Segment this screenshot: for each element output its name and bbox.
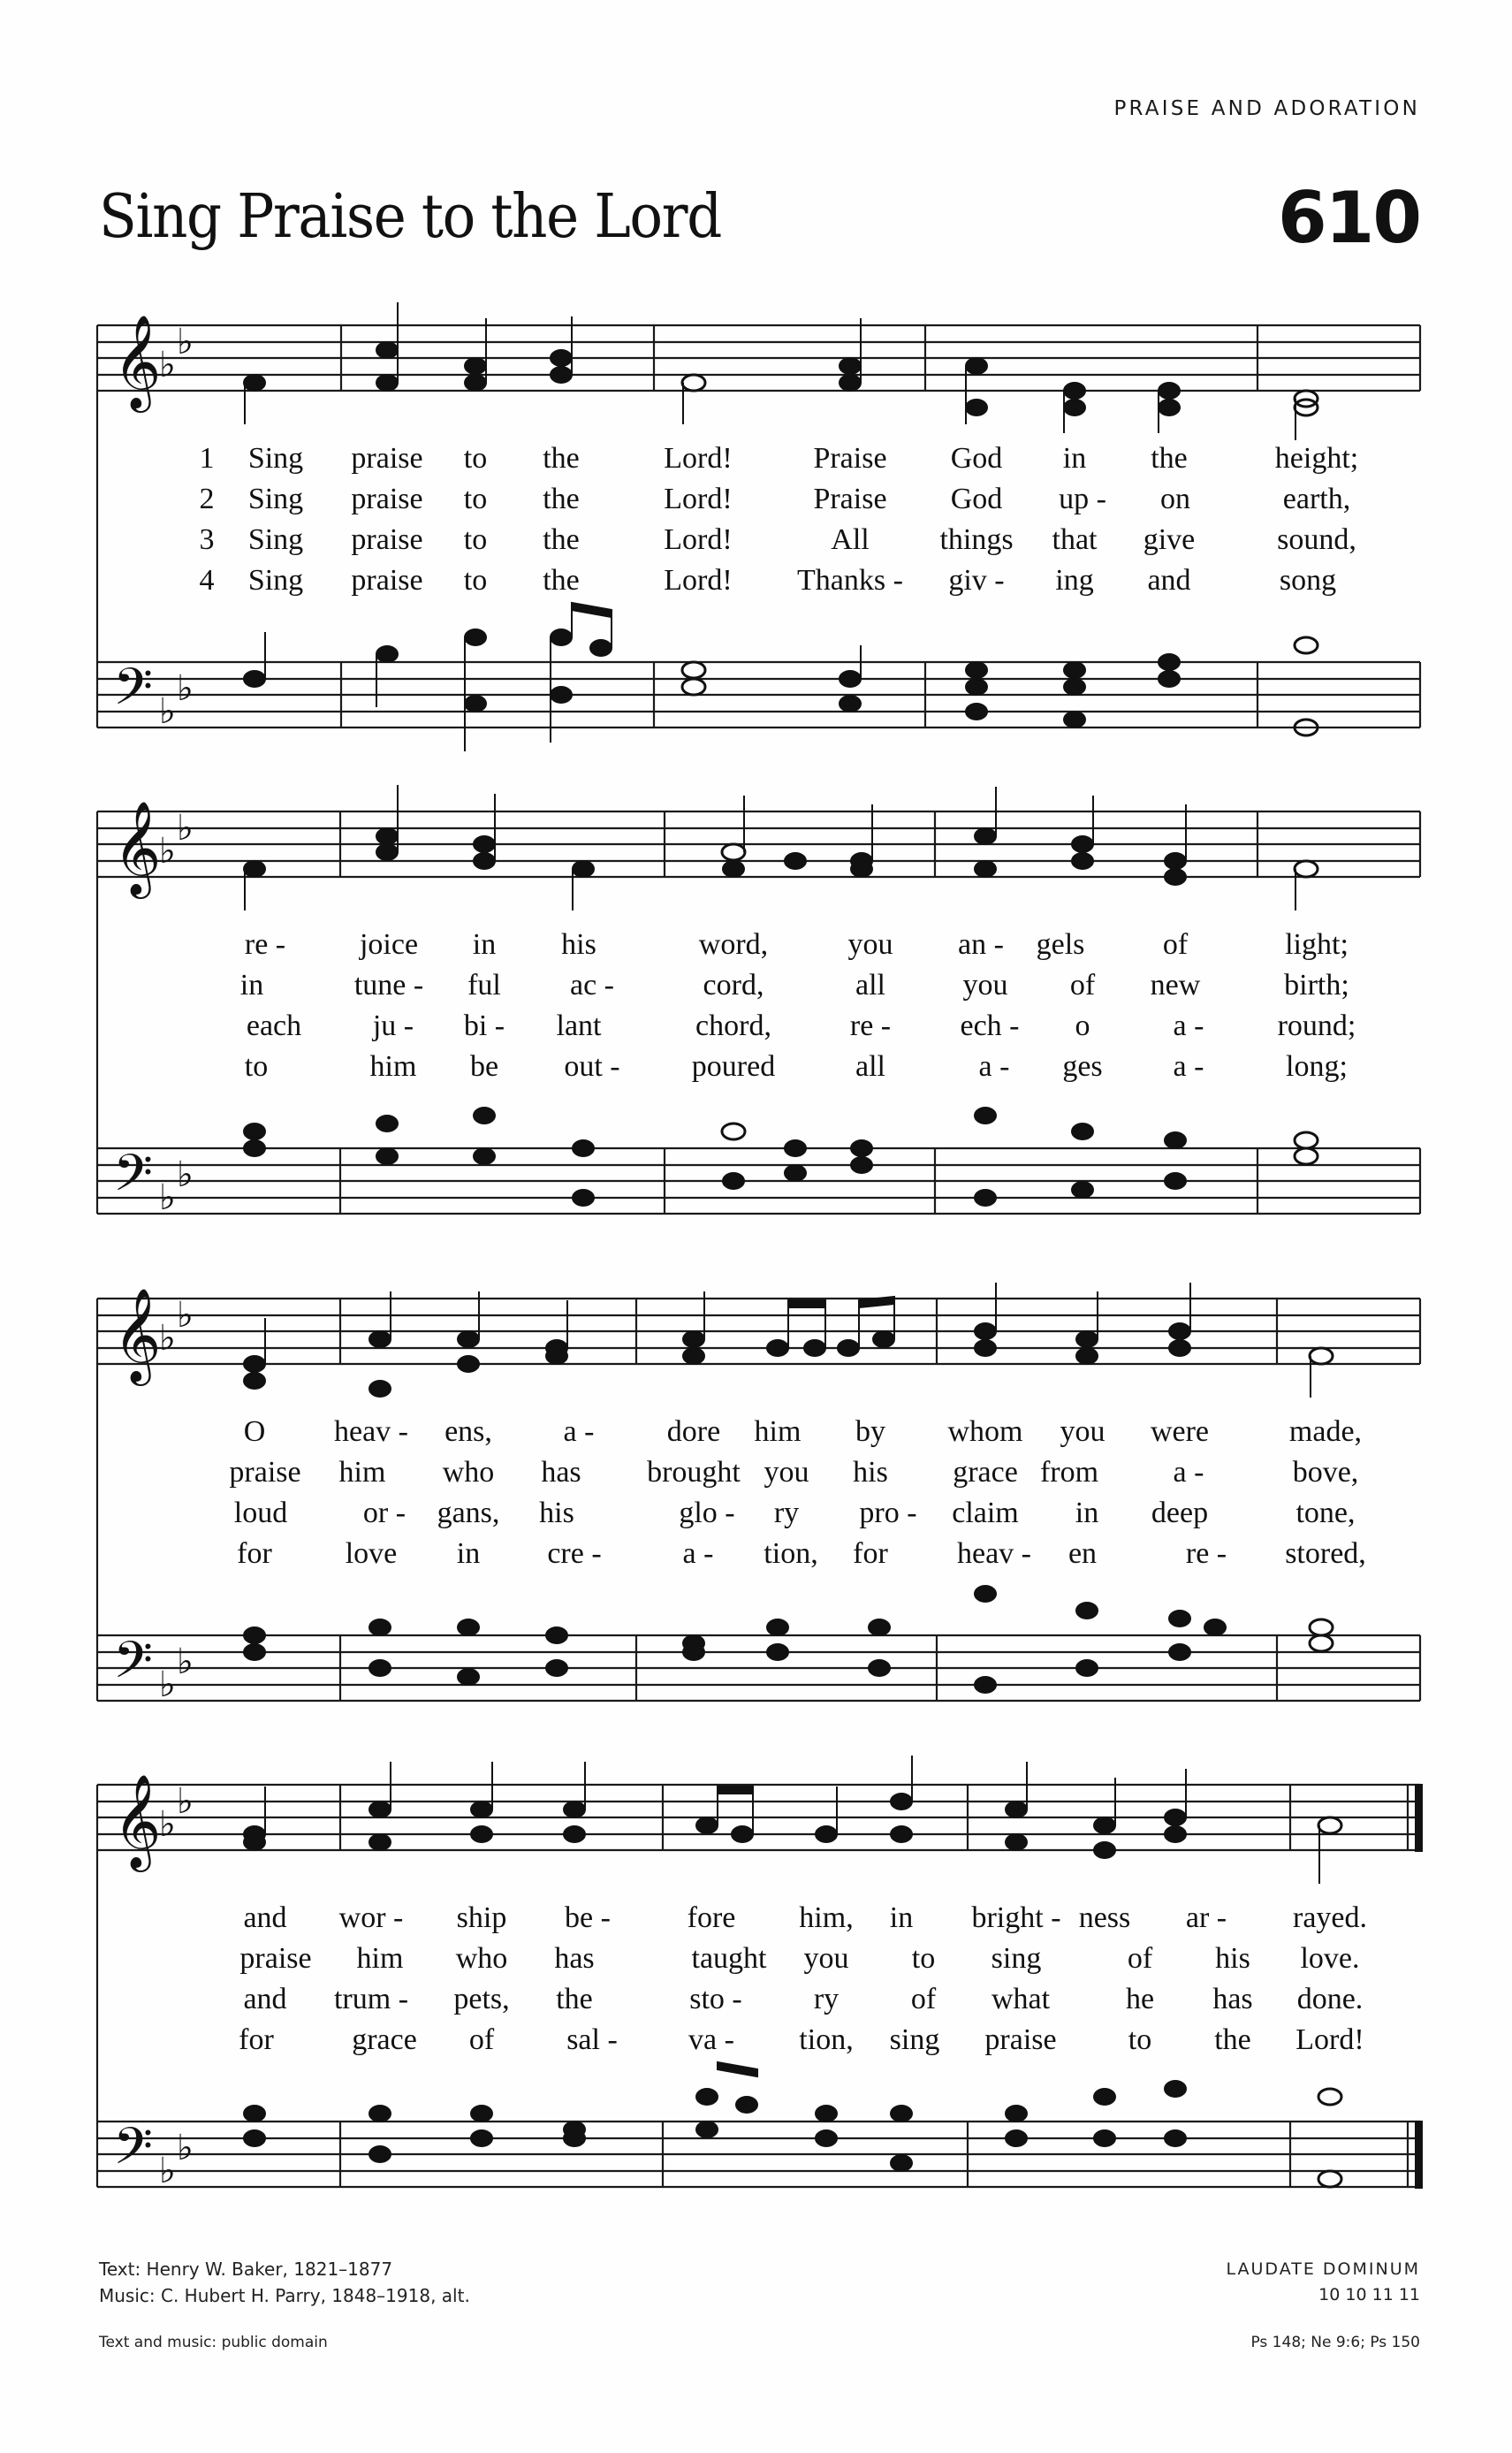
syllable: new [1150, 969, 1201, 1002]
lyric-line-verse-4 [0, 564, 1512, 605]
syllable: whom [947, 1415, 1023, 1448]
music-system-4 [0, 1751, 1512, 2211]
syllable: height; [1274, 442, 1359, 475]
lyric-line-verse-1 [0, 1901, 1512, 1942]
syllable: claim [952, 1497, 1019, 1529]
syllable: in [472, 928, 497, 961]
syllable: of [1162, 928, 1189, 961]
flat-icon: ♭ [177, 1154, 194, 1195]
treble-clef-icon: 𝄞 [113, 1287, 162, 1382]
syllable: birth; [1284, 969, 1349, 1002]
final-barline [1415, 1784, 1423, 1852]
syllable: tone, [1295, 1497, 1356, 1529]
syllable: all [855, 1050, 885, 1083]
syllable: Thanks - [797, 564, 903, 597]
syllable: heav - [956, 1537, 1032, 1570]
syllable: earth, [1282, 483, 1351, 515]
syllable: ac - [569, 969, 615, 1002]
syllable: him, [799, 1901, 854, 1934]
syllable: that [1052, 523, 1098, 556]
syllable: o [1075, 1009, 1090, 1042]
flat-icon: ♭ [177, 668, 194, 709]
lyric-line-verse-3 [0, 1983, 1512, 2023]
syllable: has [554, 1942, 595, 1975]
syllable: in [1062, 442, 1087, 475]
final-barline [1415, 2121, 1423, 2189]
bass-clef-icon: 𝄢 [113, 1630, 154, 1703]
flat-icon: ♭ [159, 691, 176, 732]
syllable: the [543, 523, 580, 556]
hymn-number: 610 [1278, 177, 1420, 259]
flat-icon: ♭ [159, 1318, 176, 1359]
syllable: God [950, 483, 1003, 515]
syllable: Lord! [664, 442, 733, 475]
syllable: tune - [353, 969, 424, 1002]
syllable: you [1060, 1415, 1106, 1448]
syllable: bove, [1292, 1456, 1359, 1489]
music-system-3 [0, 1265, 1512, 1725]
syllable: glo - [679, 1497, 735, 1529]
syllable: ens, [444, 1415, 492, 1448]
syllable: cord, [703, 969, 764, 1002]
syllable: all [855, 969, 885, 1002]
syllable: light; [1285, 928, 1349, 961]
lyric-line-verse-4 [0, 1050, 1512, 1091]
syllable: out - [564, 1050, 620, 1083]
lyrics-block [0, 1901, 1512, 2064]
syllable: a - [1173, 1456, 1204, 1489]
syllable: of [468, 2023, 495, 2056]
syllable: by [855, 1415, 885, 1448]
syllable: en [1068, 1537, 1098, 1570]
syllable: a - [682, 1537, 714, 1570]
verse-number: 4 [199, 564, 215, 597]
syllable: chord, [695, 1009, 771, 1042]
syllable: were [1150, 1415, 1210, 1448]
meter: 10 10 11 11 [1318, 2285, 1420, 2304]
syllable: and [1147, 564, 1191, 597]
hymn-title: Sing Praise to the Lord [99, 182, 721, 252]
syllable: sto - [689, 1983, 742, 2015]
syllable: an - [958, 928, 1004, 961]
lyric-line-verse-4 [0, 2023, 1512, 2064]
syllable: gans, [437, 1497, 500, 1529]
syllable: pets, [453, 1983, 510, 2015]
syllable: pro - [859, 1497, 917, 1529]
syllable: Lord! [1295, 2023, 1364, 2056]
lyrics-block [0, 442, 1512, 605]
syllable: Sing [247, 442, 304, 475]
syllable: trum - [333, 1983, 409, 2015]
syllable: Praise [813, 483, 887, 515]
syllable: of [1127, 1942, 1153, 1975]
syllable: God [950, 442, 1003, 475]
syllable: ness [1078, 1901, 1131, 1934]
syllable: made, [1288, 1415, 1363, 1448]
lyric-line-verse-3 [0, 1009, 1512, 1050]
syllable: sing [991, 1942, 1042, 1975]
syllable: be - [565, 1901, 611, 1934]
syllable: Lord! [664, 564, 733, 597]
syllable: him [369, 1050, 417, 1083]
syllable: the [543, 442, 580, 475]
flat-icon: ♭ [177, 1642, 194, 1682]
syllable: rayed. [1292, 1901, 1368, 1934]
syllable: praise [239, 1942, 312, 1975]
syllable: re - [244, 928, 286, 961]
syllable: ful [467, 969, 501, 1002]
syllable: praise [229, 1456, 301, 1489]
syllable: a - [1173, 1009, 1204, 1042]
syllable: sound, [1277, 523, 1356, 556]
treble-clef-icon: 𝄞 [113, 800, 162, 895]
syllable: poured [691, 1050, 776, 1083]
music-system-2 [0, 778, 1512, 1238]
syllable: grace [352, 2023, 417, 2056]
syllable: ju - [372, 1009, 414, 1042]
syllable: praise [351, 523, 423, 556]
syllable: who [455, 1942, 508, 1975]
scripture-references: Ps 148; Ne 9:6; Ps 150 [1250, 2334, 1420, 2351]
syllable: long; [1286, 1050, 1348, 1083]
syllable: has [541, 1456, 581, 1489]
flat-icon: ♭ [177, 1295, 194, 1336]
bass-clef-icon: 𝄢 [113, 657, 154, 729]
syllable: from [1039, 1456, 1099, 1489]
flat-icon: ♭ [159, 2151, 176, 2191]
syllable: heav - [333, 1415, 409, 1448]
syllable: and [243, 1983, 287, 2015]
tune-info [1227, 2256, 1421, 2307]
syllable: praise [351, 442, 423, 475]
syllable: of [910, 1983, 937, 2015]
syllable: re - [1185, 1537, 1227, 1570]
syllable: Sing [247, 483, 304, 515]
flat-icon: ♭ [159, 345, 176, 385]
lyric-line-verse-1 [0, 928, 1512, 969]
syllable: love [345, 1537, 398, 1570]
syllable: love. [1300, 1942, 1360, 1975]
syllable: each [246, 1009, 302, 1042]
lyrics-block [0, 1415, 1512, 1578]
flat-icon: ♭ [177, 2128, 194, 2168]
syllable: you [962, 969, 1008, 1002]
copyright-notice: Text and music: public domain [99, 2334, 328, 2351]
syllable: to [463, 564, 488, 597]
tune-name: LAUDATE DOMINUM [1226, 2259, 1420, 2279]
syllable: his [853, 1456, 888, 1489]
syllable: ar - [1185, 1901, 1227, 1934]
bass-clef-icon: 𝄢 [113, 2116, 154, 2189]
syllable: the [543, 564, 580, 597]
syllable: the [543, 483, 580, 515]
syllable: ges [1062, 1050, 1103, 1083]
syllable: be [469, 1050, 499, 1083]
syllable: tion, [799, 2023, 854, 2056]
lyric-line-verse-2 [0, 969, 1512, 1009]
lyric-line-verse-2 [0, 1942, 1512, 1983]
music-system-1 [0, 292, 1512, 751]
verse-number: 3 [199, 523, 215, 556]
syllable: in [239, 969, 264, 1002]
syllable: va - [688, 2023, 734, 2056]
syllable: you [803, 1942, 849, 1975]
syllable: ship [456, 1901, 507, 1934]
treble-clef-icon: 𝄞 [113, 1773, 162, 1868]
syllable: in [1075, 1497, 1099, 1529]
syllable: to [463, 442, 488, 475]
syllable: you [847, 928, 893, 961]
syllable: on [1160, 483, 1190, 515]
syllable: All [831, 523, 870, 556]
flat-icon: ♭ [177, 808, 194, 849]
syllable: grace [953, 1456, 1018, 1489]
syllable: ry [813, 1983, 840, 2015]
verse-number: 1 [199, 442, 215, 475]
syllable: up - [1059, 483, 1106, 515]
syllable: give [1143, 523, 1196, 556]
syllable: Praise [813, 442, 887, 475]
syllable: for [237, 1537, 272, 1570]
syllable: the [1214, 2023, 1251, 2056]
syllable: the [556, 1983, 593, 2015]
syllable: or - [362, 1497, 406, 1529]
syllable: to [244, 1050, 269, 1083]
syllable: Sing [247, 523, 304, 556]
syllable: in [456, 1537, 481, 1570]
syllable: tion, [764, 1537, 818, 1570]
music-credit: Music: C. Hubert H. Parry, 1848–1918, alt. [99, 2285, 470, 2306]
syllable: joice [359, 928, 419, 961]
syllable: giv - [948, 564, 1005, 597]
syllable: a - [978, 1050, 1010, 1083]
syllable: praise [351, 564, 423, 597]
syllable: bi - [463, 1009, 505, 1042]
credits [99, 2256, 470, 2309]
syllable: lant [556, 1009, 602, 1042]
syllable: his [1215, 1942, 1250, 1975]
lyric-line-verse-4 [0, 1537, 1512, 1578]
syllable: bright - [971, 1901, 1061, 1934]
lyric-line-verse-1 [0, 1415, 1512, 1456]
syllable: stored, [1285, 1537, 1366, 1570]
syllable: wor - [338, 1901, 404, 1934]
syllable: his [561, 928, 596, 961]
flat-icon: ♭ [159, 1177, 176, 1218]
lyric-line-verse-3 [0, 523, 1512, 564]
bass-clef-icon: 𝄢 [113, 1143, 154, 1215]
syllable: him [754, 1415, 802, 1448]
flat-icon: ♭ [159, 1804, 176, 1845]
syllable: praise [351, 483, 423, 515]
syllable: to [463, 523, 488, 556]
syllable: sing [889, 2023, 940, 2056]
syllable: a - [563, 1415, 595, 1448]
syllable: gels [1036, 928, 1085, 961]
syllable: to [911, 1942, 936, 1975]
verse-number: 2 [199, 483, 215, 515]
syllable: to [1128, 2023, 1152, 2056]
syllable: fore [687, 1901, 736, 1934]
flat-icon: ♭ [177, 1781, 194, 1822]
syllable: ry [773, 1497, 800, 1529]
syllable: for [853, 1537, 888, 1570]
syllable: him [338, 1456, 386, 1489]
syllable: he [1125, 1983, 1155, 2015]
syllable: things [939, 523, 1014, 556]
lyrics-block [0, 928, 1512, 1091]
syllable: cre - [547, 1537, 602, 1570]
syllable: song [1279, 564, 1337, 597]
syllable: brought [647, 1456, 741, 1489]
lyric-line-verse-3 [0, 1497, 1512, 1537]
syllable: praise [984, 2023, 1057, 2056]
syllable: a - [1173, 1050, 1204, 1083]
text-credit: Text: Henry W. Baker, 1821–1877 [99, 2259, 393, 2280]
syllable: re - [849, 1009, 892, 1042]
syllable: ech - [960, 1009, 1020, 1042]
syllable: deep [1151, 1497, 1209, 1529]
flat-icon: ♭ [159, 831, 176, 872]
lyric-line-verse-2 [0, 1456, 1512, 1497]
treble-clef-icon: 𝄞 [113, 314, 162, 408]
syllable: what [991, 1983, 1051, 2015]
syllable: you [764, 1456, 809, 1489]
syllable: Lord! [664, 523, 733, 556]
syllable: sal - [566, 2023, 618, 2056]
syllable: Lord! [664, 483, 733, 515]
syllable: of [1069, 969, 1096, 1002]
syllable: the [1151, 442, 1188, 475]
flat-icon: ♭ [159, 1665, 176, 1705]
syllable: him [356, 1942, 404, 1975]
syllable: for [239, 2023, 274, 2056]
syllable: Sing [247, 564, 304, 597]
flat-icon: ♭ [177, 322, 194, 362]
syllable: taught [691, 1942, 767, 1975]
syllable: loud [233, 1497, 288, 1529]
lyric-line-verse-2 [0, 483, 1512, 523]
syllable: has [1212, 1983, 1253, 2015]
syllable: and [243, 1901, 287, 1934]
syllable: his [539, 1497, 574, 1529]
syllable: word, [698, 928, 769, 961]
syllable: in [889, 1901, 914, 1934]
lyric-line-verse-1 [0, 442, 1512, 483]
syllable: round; [1277, 1009, 1356, 1042]
syllable: O [243, 1415, 266, 1448]
section-label: PRAISE AND ADORATION [1113, 97, 1420, 120]
syllable: who [442, 1456, 495, 1489]
syllable: dore [666, 1415, 721, 1448]
syllable: done. [1296, 1983, 1364, 2015]
syllable: ing [1055, 564, 1094, 597]
syllable: to [463, 483, 488, 515]
